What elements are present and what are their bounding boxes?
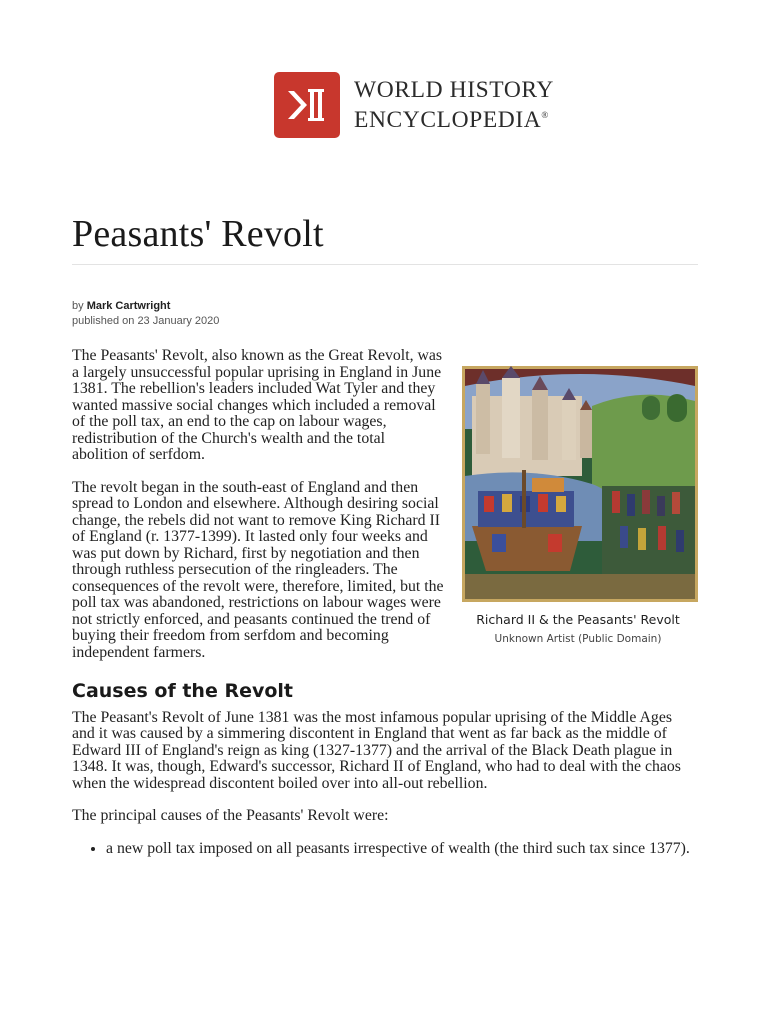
list-item: • a new poll tax imposed on all peasants irrespective of wealth (the third such tax since 1377).: [106, 841, 698, 858]
causes-paragraph-2: The principal causes of the Peasants' Revolt were:: [72, 807, 389, 824]
registered-mark: ®: [541, 109, 549, 120]
page-title: Peasants' Revolt: [72, 213, 324, 255]
figure-caption: Richard II & the Peasants' Revolt: [476, 612, 680, 627]
published-date: published on 23 January 2020: [72, 315, 220, 327]
title-divider: [72, 264, 698, 265]
logo-wordmark: [354, 78, 554, 133]
author-line: by Mark Cartwright: [72, 300, 171, 312]
site-logo[interactable]: [274, 72, 554, 138]
painting-image[interactable]: [462, 366, 698, 602]
article-figure: [458, 366, 698, 648]
intro-paragraph-2: The revolt began in the south-east of England and then spread to London and elsewhere. Although desiring social change, the rebels did not want to remove King Richard II of England (r. 1377-1399). It lasted only four weeks and was put down by Richard, first by negotiation and then through ruthless persecution of the ringleaders. The consequences of the revolt were, therefore, limited, but the poll tax was abandoned, restrictions on labour wages were not strictly enforced, and peasants continued the trend of buying their freedom from serfdom and becoming independent farmers.: [72, 478, 444, 661]
article-body: [72, 348, 698, 857]
author-link[interactable]: Mark Cartwright: [86, 300, 171, 312]
causes-list: [72, 841, 698, 858]
byline: [72, 299, 219, 329]
logo-line-2: ENCYCLOPEDIA®: [354, 106, 549, 133]
logo-line-1: WORLD HISTORY: [354, 76, 554, 103]
figure-credit: Unknown Artist (Public Domain): [494, 633, 662, 645]
intro-paragraph-1: The Peasants' Revolt, also known as the Great Revolt, was a largely unsuccessful popular uprising in England in June 1381. The rebellion's leaders included Wat Tyler and they wanted massive social changes which included a removal of the poll tax, an end to the cap on labour wages, redistribution of the Church's wealth and the total abolition of serfdom.: [72, 347, 443, 463]
logo-mark-icon: [274, 72, 340, 138]
section-heading: Causes of the Revolt: [72, 680, 294, 702]
causes-paragraph-1: The Peasant's Revolt of June 1381 was the most infamous popular uprising of the Middle Ages and it was caused by a simmering discontent in England that went as far back as the middle of Edward III of England's reign as king (1327-1377) and the arrival of the Black Death plague in 1348. It was, though, Edward's successor, Richard II of England, who had to deal with the chaos when the widespread discontent boiled over into all-out rebellion.: [72, 708, 681, 792]
